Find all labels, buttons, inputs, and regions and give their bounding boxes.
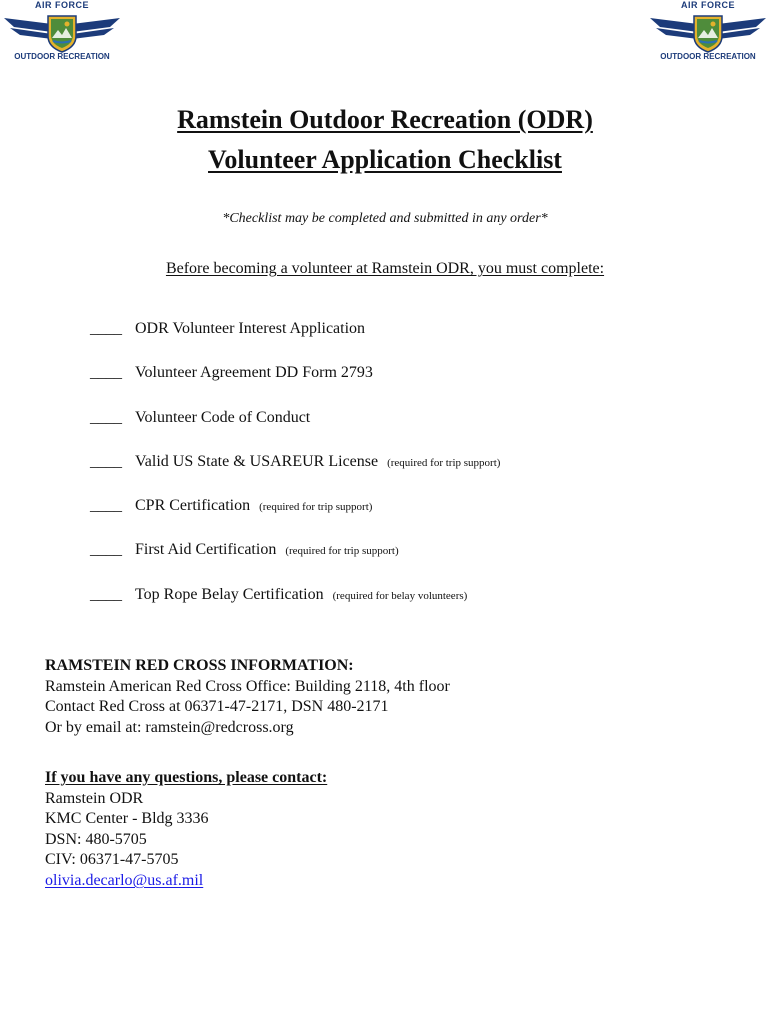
check-blank[interactable]: ____ (90, 497, 122, 515)
checklist-item-interest-application (90, 318, 730, 362)
contact-heading: If you have any questions, please contact: (45, 769, 328, 786)
order-note: *Checklist may be completed and submitted in any order* (222, 211, 548, 226)
checklist-item-license (90, 451, 730, 495)
check-blank[interactable]: ____ (90, 585, 122, 603)
contact-email-link[interactable]: olivia.decarlo@us.af.mil (45, 871, 204, 889)
logo-top-text: AIR FORCE (681, 0, 735, 10)
check-blank[interactable]: ____ (90, 452, 122, 470)
air-force-odr-logo-left (0, 0, 124, 66)
checklist-item-belay (90, 584, 730, 628)
check-note: (required for belay volunteers) (332, 589, 468, 602)
air-force-odr-logo-right (646, 0, 770, 66)
contact-org: Ramstein ODR (45, 789, 144, 807)
check-label: First Aid Certification (135, 541, 277, 559)
red-cross-info (45, 656, 725, 738)
red-cross-email: Or by email at: ramstein@redcross.org (45, 718, 294, 736)
check-blank[interactable]: ____ (90, 320, 122, 337)
checklist-item-code-of-conduct (90, 407, 730, 451)
check-label: Volunteer Code of Conduct (135, 408, 311, 426)
logo-top-text: AIR FORCE (35, 0, 89, 10)
check-label: Top Rope Belay Certification (135, 585, 324, 603)
check-label: Volunteer Agreement DD Form 2793 (135, 364, 373, 382)
contact-info (45, 768, 725, 892)
winged-shield-emblem-icon (0, 10, 124, 54)
check-note: (required for trip support) (285, 545, 399, 558)
check-blank[interactable]: ____ (90, 408, 122, 426)
contact-dsn: DSN: 480-5705 (45, 830, 147, 848)
page-title-line-1: Ramstein Outdoor Recreation (ODR) (177, 105, 593, 134)
logo-bottom-text: OUTDOOR RECREATION (14, 52, 110, 61)
check-label: CPR Certification (135, 497, 251, 515)
requirements-checklist (90, 318, 730, 628)
checklist-item-cpr (90, 495, 730, 539)
check-blank[interactable]: ____ (90, 364, 122, 382)
logo-bottom-text: OUTDOOR RECREATION (660, 52, 756, 61)
check-note: (required for trip support) (387, 456, 501, 469)
check-label: ODR Volunteer Interest Application (135, 320, 366, 337)
checklist-item-volunteer-agreement (90, 362, 730, 406)
check-note: (required for trip support) (259, 501, 373, 514)
check-label: Valid US State & USAREUR License (135, 452, 379, 470)
winged-shield-emblem-icon (646, 10, 770, 54)
intro-statement: Before becoming a volunteer at Ramstein ODR, you must complete: (165, 260, 605, 277)
page-title-line-2: Volunteer Application Checklist (208, 145, 562, 174)
red-cross-phone: Contact Red Cross at 06371-47-2171, DSN 480-2171 (45, 698, 389, 716)
check-blank[interactable]: ____ (90, 541, 122, 559)
contact-civ: CIV: 06371-47-5705 (45, 851, 179, 869)
checklist-item-first-aid (90, 539, 730, 583)
contact-building: KMC Center - Bldg 3336 (45, 810, 209, 828)
red-cross-heading: RAMSTEIN RED CROSS INFORMATION: (45, 657, 354, 674)
red-cross-office: Ramstein American Red Cross Office: Building 2118, 4th floor (45, 677, 450, 695)
